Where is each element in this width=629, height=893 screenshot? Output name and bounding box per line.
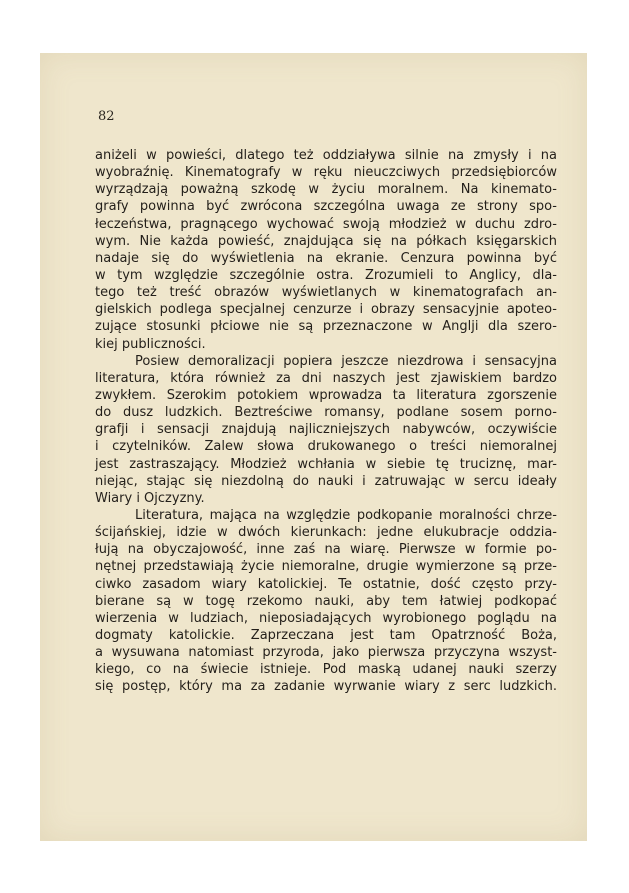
text-line: literatura, która również za dni naszych jest zjawiskiem bardzo xyxy=(95,370,557,386)
scan-frame xyxy=(40,53,587,841)
text-line: ścijańskiej, idzie w dwóch kierunkach: jedne elukubracje oddzia- xyxy=(95,525,557,541)
text-line: łeczeństwa, pragnącego wychować swoją młodzież w duchu zdro- xyxy=(95,216,557,232)
text-line: tego też treść obrazów wyświetlanych w kinematografach an- xyxy=(95,285,557,301)
text-line: łują na obyczajowość, inne zaś na wiarę. Pierwsze w formie po- xyxy=(95,542,557,558)
text-line: kiego, co na świecie istnieje. Pod maską udanej nauki szerzy xyxy=(95,662,557,678)
body-text xyxy=(95,147,557,696)
text-line: bierane są w togę rzekomo nauki, aby tem łatwiej podkopać xyxy=(95,593,557,609)
text-line: gielskich podlega specjalnej cenzurze i obrazy sensacyjnie apoteo- xyxy=(95,302,557,318)
text-line: wym. Nie każda powieść, znajdująca się na półkach księgarskich xyxy=(95,233,557,249)
text-line: jest zastraszający. Młodzież wchłania w siebie tę truciznę, mar- xyxy=(95,456,557,472)
text-line: nadaje się do wyświetlenia na ekranie. Cenzura powinna być xyxy=(95,250,557,266)
text-line: nętnej przedstawiają życie niemoralne, drugie wymierzone są prze- xyxy=(95,559,557,575)
text-line: niejąc, stając się niezdolną do nauki i zatruwając w sercu ideały xyxy=(95,473,557,489)
text-line: a wysuwana natomiast przyroda, jako pierwsza przyczyna wszyst- xyxy=(95,645,557,661)
text-line: ciwko zasadom wiary katolickiej. Te ostatnie, dość często przy- xyxy=(95,576,557,592)
text-line: do dusz ludzkich. Beztreściwe romansy, podlane sosem porno- xyxy=(95,405,557,421)
book-page xyxy=(40,53,587,841)
text-line: i czytelników. Zalew słowa drukowanego o treści niemoralnej xyxy=(95,439,557,455)
text-line: w tym względzie szczególnie ostra. Zrozumieli to Anglicy, dla- xyxy=(95,267,557,283)
text-line: się postęp, który ma za zadanie wyrwanie wiary z serc ludzkich. xyxy=(95,679,557,695)
text-line: kiej publiczności. xyxy=(95,336,206,352)
text-line: wyobraźnię. Kinematografy w ręku nieuczciwych przedsiębiorców xyxy=(95,165,557,181)
text-line: grafy powinna być zwrócona szczególna uwaga ze strony spo- xyxy=(95,199,557,215)
text-line: aniżeli w powieści, dlatego też oddziaływa silnie na zmysły i na xyxy=(95,148,557,163)
text-line: Wiary i Ojczyzny. xyxy=(95,490,205,506)
page-number: 82 xyxy=(98,109,115,124)
text-line: wierzenia w ludziach, nieposiadających wyrobionego poglądu na xyxy=(95,610,557,626)
text-line: dogmaty katolickie. Zaprzeczana jest tam Opatrzność Boża, xyxy=(95,627,557,643)
text-line: wyrządzają poważną szkodę w życiu moralnem. Na kinemato- xyxy=(95,182,557,198)
text-line: zujące stosunki płciowe nie są przeznaczone w Anglji dla szero- xyxy=(95,319,557,335)
text-line: Literatura, mająca na względzie podkopanie moralności chrze- xyxy=(135,507,557,523)
text-line: grafji i sensacji znajdują najliczniejszych nabywców, oczywiście xyxy=(95,422,557,438)
text-line: zwykłem. Szerokim potokiem wprowadza ta literatura zgorszenie xyxy=(95,387,557,403)
text-line: Posiew demoralizacji popiera jeszcze niezdrowa i sensacyjna xyxy=(135,353,557,369)
